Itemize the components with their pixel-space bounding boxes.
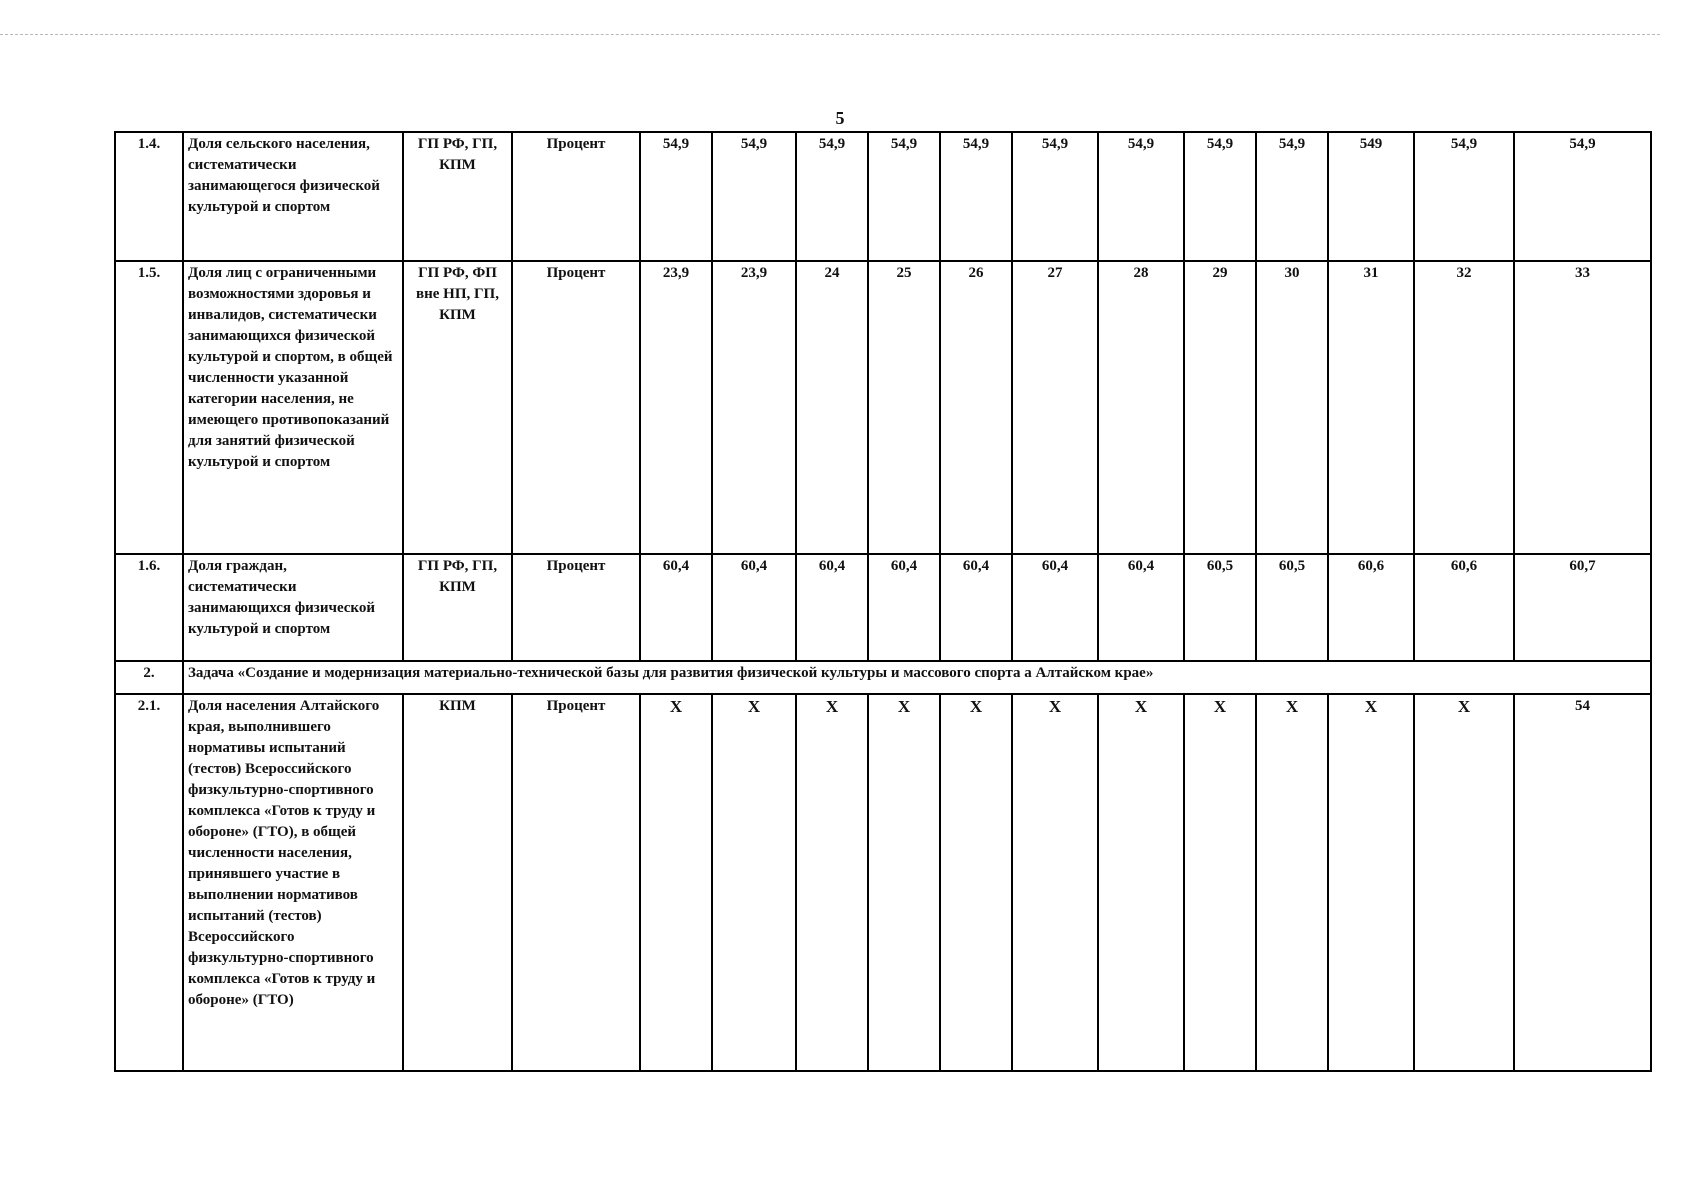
indicator-name: Доля населения Алтайского края, выполнившего нормативы испытаний (тестов) Всероссийского физкультурно-спортивного комплекса «Готов к труду и обороне» (ГТО), в общей численности населения, принявшего участие в выполнении нормативов испытаний (тестов) Всероссийского физкультурно-спортивного комплекса «Готов к труду и обороне» (ГТО): [183, 694, 403, 1071]
value-cell: 33: [1514, 261, 1651, 554]
value-cell: X: [796, 694, 868, 1071]
indicators-table: [114, 131, 1652, 1072]
value-cell: 54,9: [796, 132, 868, 261]
indicator-name: Доля граждан, систематически занимающихся физической культурой и спортом: [183, 554, 403, 661]
page-number: 5: [835, 108, 845, 128]
value-cell: 27: [1012, 261, 1098, 554]
row-number: 2.1.: [115, 694, 183, 1071]
scan-artifact-line: [0, 34, 1660, 35]
row-number: 1.5.: [115, 261, 183, 554]
value-cell: 54,9: [1414, 132, 1514, 261]
value-cell: 54,9: [1098, 132, 1184, 261]
value-cell: X: [940, 694, 1012, 1071]
row-number: 1.6.: [115, 554, 183, 661]
value-cell: 60,4: [640, 554, 712, 661]
value-cell: 23,9: [640, 261, 712, 554]
value-cell: 60,6: [1414, 554, 1514, 661]
value-cell: X: [1256, 694, 1328, 1071]
value-cell: X: [640, 694, 712, 1071]
value-cell: X: [1184, 694, 1256, 1071]
value-cell: 60,5: [1184, 554, 1256, 661]
value-cell: X: [1328, 694, 1414, 1071]
value-cell: 54,9: [1012, 132, 1098, 261]
value-cell: 28: [1098, 261, 1184, 554]
value-cell: 24: [796, 261, 868, 554]
indicator-source: ГП РФ, ГП, КПМ: [403, 132, 512, 261]
value-cell: 54,9: [1184, 132, 1256, 261]
indicator-source: ГП РФ, ГП, КПМ: [403, 554, 512, 661]
indicator-unit: Процент: [512, 132, 640, 261]
value-cell: 54,9: [1514, 132, 1651, 261]
task-title: Задача «Создание и модернизация материально-технической базы для развития физической культуры и массового спорта а Алтайском крае»: [183, 661, 1651, 694]
value-cell: 60,5: [1256, 554, 1328, 661]
value-cell: 32: [1414, 261, 1514, 554]
value-cell: 60,4: [796, 554, 868, 661]
value-cell: 549: [1328, 132, 1414, 261]
task-number: 2.: [115, 661, 183, 694]
table-row-2-1: [115, 694, 1651, 1071]
table-row-1-6: [115, 554, 1651, 661]
indicator-unit: Процент: [512, 554, 640, 661]
table-row-task-2: [115, 661, 1651, 694]
value-cell: 54,9: [940, 132, 1012, 261]
indicator-source: КПМ: [403, 694, 512, 1071]
value-cell: 54,9: [640, 132, 712, 261]
value-cell: 54,9: [868, 132, 940, 261]
value-cell: 25: [868, 261, 940, 554]
table-row-1-5: [115, 261, 1651, 554]
value-cell: 60,4: [868, 554, 940, 661]
value-cell: 54: [1514, 694, 1651, 1071]
value-cell: X: [712, 694, 796, 1071]
value-cell: 60,4: [1012, 554, 1098, 661]
row-number: 1.4.: [115, 132, 183, 261]
indicator-name: Доля лиц с ограниченными возможностями здоровья и инвалидов, систематически занимающихся физической культурой и спортом, в общей численности указанной категории населения, не имеющего противопоказаний для занятий физической культурой и спортом: [183, 261, 403, 554]
table-row-1-4: [115, 132, 1651, 261]
value-cell: X: [1012, 694, 1098, 1071]
indicator-unit: Процент: [512, 694, 640, 1071]
value-cell: 60,6: [1328, 554, 1414, 661]
indicator-source: ГП РФ, ФП вне НП, ГП, КПМ: [403, 261, 512, 554]
value-cell: 60,7: [1514, 554, 1651, 661]
value-cell: 54,9: [1256, 132, 1328, 261]
indicator-unit: Процент: [512, 261, 640, 554]
value-cell: 29: [1184, 261, 1256, 554]
value-cell: 60,4: [712, 554, 796, 661]
value-cell: 23,9: [712, 261, 796, 554]
value-cell: 30: [1256, 261, 1328, 554]
value-cell: 54,9: [712, 132, 796, 261]
value-cell: X: [1414, 694, 1514, 1071]
value-cell: 31: [1328, 261, 1414, 554]
value-cell: 26: [940, 261, 1012, 554]
value-cell: X: [868, 694, 940, 1071]
value-cell: 60,4: [940, 554, 1012, 661]
value-cell: X: [1098, 694, 1184, 1071]
indicator-name: Доля сельского населения, систематически занимающегося физической культурой и спортом: [183, 132, 403, 261]
value-cell: 60,4: [1098, 554, 1184, 661]
